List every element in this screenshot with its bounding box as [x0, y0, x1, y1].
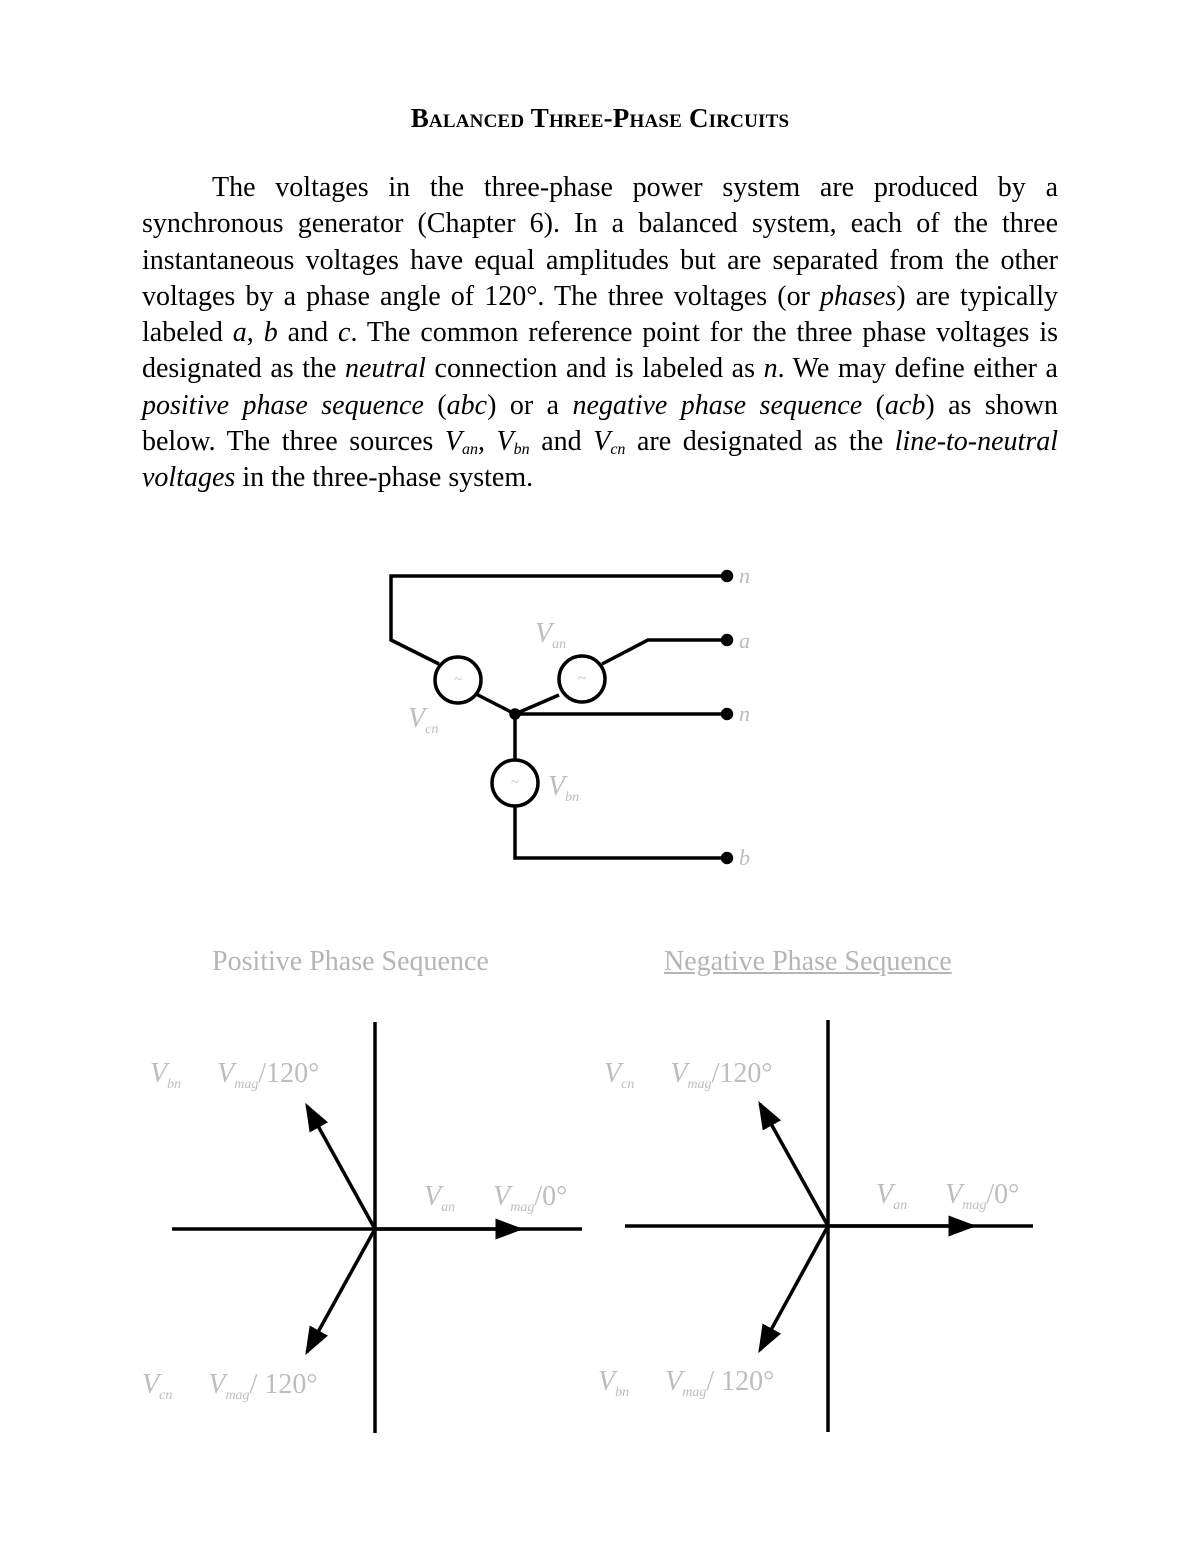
- cn-to-center-wire: [476, 694, 515, 714]
- paragraph-text: ) as shown below. The three sources: [142, 389, 1058, 458]
- paragraph-italic-term: b: [263, 317, 278, 349]
- paragraph-italic-term: c: [338, 317, 351, 349]
- voltage-symbol: $V_{an}$: [444, 426, 478, 459]
- page-title: Balanced Three-Phase Circuits: [410, 103, 790, 133]
- terminal-b-label: b: [739, 845, 750, 870]
- negative-bottom-label: $V_{bn}$ $V_{mag}/$ 120°: [598, 1366, 775, 1400]
- wye-circuit-diagram: [391, 572, 732, 863]
- positive-vbn-arrow: [307, 1106, 375, 1229]
- negative-top-label: $V_{cn}$ $V_{mag}/120^\circ$: [604, 1058, 773, 1092]
- an-to-a-wire: [602, 640, 726, 664]
- source-cn-label: $V_{cn}$: [408, 703, 439, 737]
- paragraph-italic-term: negative phase sequence: [572, 389, 863, 421]
- paragraph-italic-term: abc: [446, 389, 488, 421]
- terminal-n-top-label: n: [739, 563, 750, 588]
- paragraph-text: ) or a: [487, 389, 573, 421]
- paragraph-text: and: [277, 317, 339, 349]
- paragraph-text: ,: [246, 317, 264, 349]
- terminal-n-top-dot: [723, 572, 732, 581]
- source-bn-label: $V_{bn}$: [548, 771, 580, 805]
- paragraph-italic-term: positive phase sequence: [142, 389, 424, 421]
- paragraph-text: The voltages in the three-phase power system are produced by a synchronous generator (Chapter 6). In a balanced system, each of the three instantaneous voltages have equal amplitudes but are separated from the other voltages by a phase angle of 120°. The three voltages (or: [142, 172, 1058, 312]
- center-node: [511, 710, 519, 718]
- terminal-n-dot: [723, 710, 732, 719]
- paragraph-italic-term: neutral: [345, 353, 426, 385]
- paragraph-text: ,: [477, 426, 497, 458]
- terminal-a-label: a: [739, 628, 750, 653]
- paragraph-text: and: [529, 426, 594, 458]
- source-an-symbol: ~: [577, 671, 587, 687]
- positive-vcn-arrow: [307, 1229, 375, 1352]
- negative-sequence-title: Negative Phase Sequence: [664, 946, 952, 977]
- paragraph-text: . The common reference point for the three phase voltages is designated as the: [142, 317, 1059, 385]
- paragraph-text: are designated as the: [625, 426, 895, 458]
- center-to-an-wire: [515, 695, 559, 714]
- negative-right-label: $V_{an}$ $V_{mag}/0^\circ$: [876, 1179, 1020, 1213]
- paragraph-italic-term: a: [232, 317, 247, 349]
- negative-vbn-arrow: [760, 1226, 828, 1350]
- paragraph-text: connection and is labeled as: [425, 353, 764, 385]
- source-cn-symbol: ~: [453, 672, 463, 688]
- paragraph-text: ) are typically labeled: [142, 280, 1059, 349]
- positive-top-label: $V_{bn}$ $V_{mag}/120^\circ$: [150, 1058, 320, 1092]
- paragraph-italic-term: line-to-neutral voltages: [142, 426, 1058, 494]
- voltage-symbol: $V_{cn}$: [593, 426, 626, 459]
- source-bn-symbol: ~: [510, 775, 520, 791]
- paragraph-italic-term: phases: [820, 280, 897, 312]
- bn-to-b-wire: [515, 807, 726, 858]
- source-an-label: $V_{an}$: [535, 618, 567, 652]
- paragraph-italic-term: acb: [884, 389, 926, 421]
- paragraph-italic-term: n: [763, 353, 778, 385]
- paragraph-text: in the three-phase system.: [235, 462, 534, 494]
- terminal-b-dot: [723, 854, 732, 863]
- negative-vcn-arrow: [760, 1104, 828, 1226]
- terminal-a-dot: [723, 636, 732, 645]
- paragraph-text: (: [423, 389, 447, 421]
- voltage-symbol: $V_{bn}$: [496, 426, 530, 459]
- terminal-n-label: n: [739, 701, 750, 726]
- positive-sequence-title: Positive Phase Sequence: [212, 946, 489, 977]
- positive-bottom-label: $V_{cn}$ $V_{mag}/$ 120°: [142, 1369, 318, 1403]
- paragraph-text: (: [862, 389, 885, 421]
- positive-right-label: $V_{an}$ $V_{mag}/0^\circ$: [424, 1181, 568, 1215]
- paragraph-text: . We may define either a: [777, 353, 1058, 385]
